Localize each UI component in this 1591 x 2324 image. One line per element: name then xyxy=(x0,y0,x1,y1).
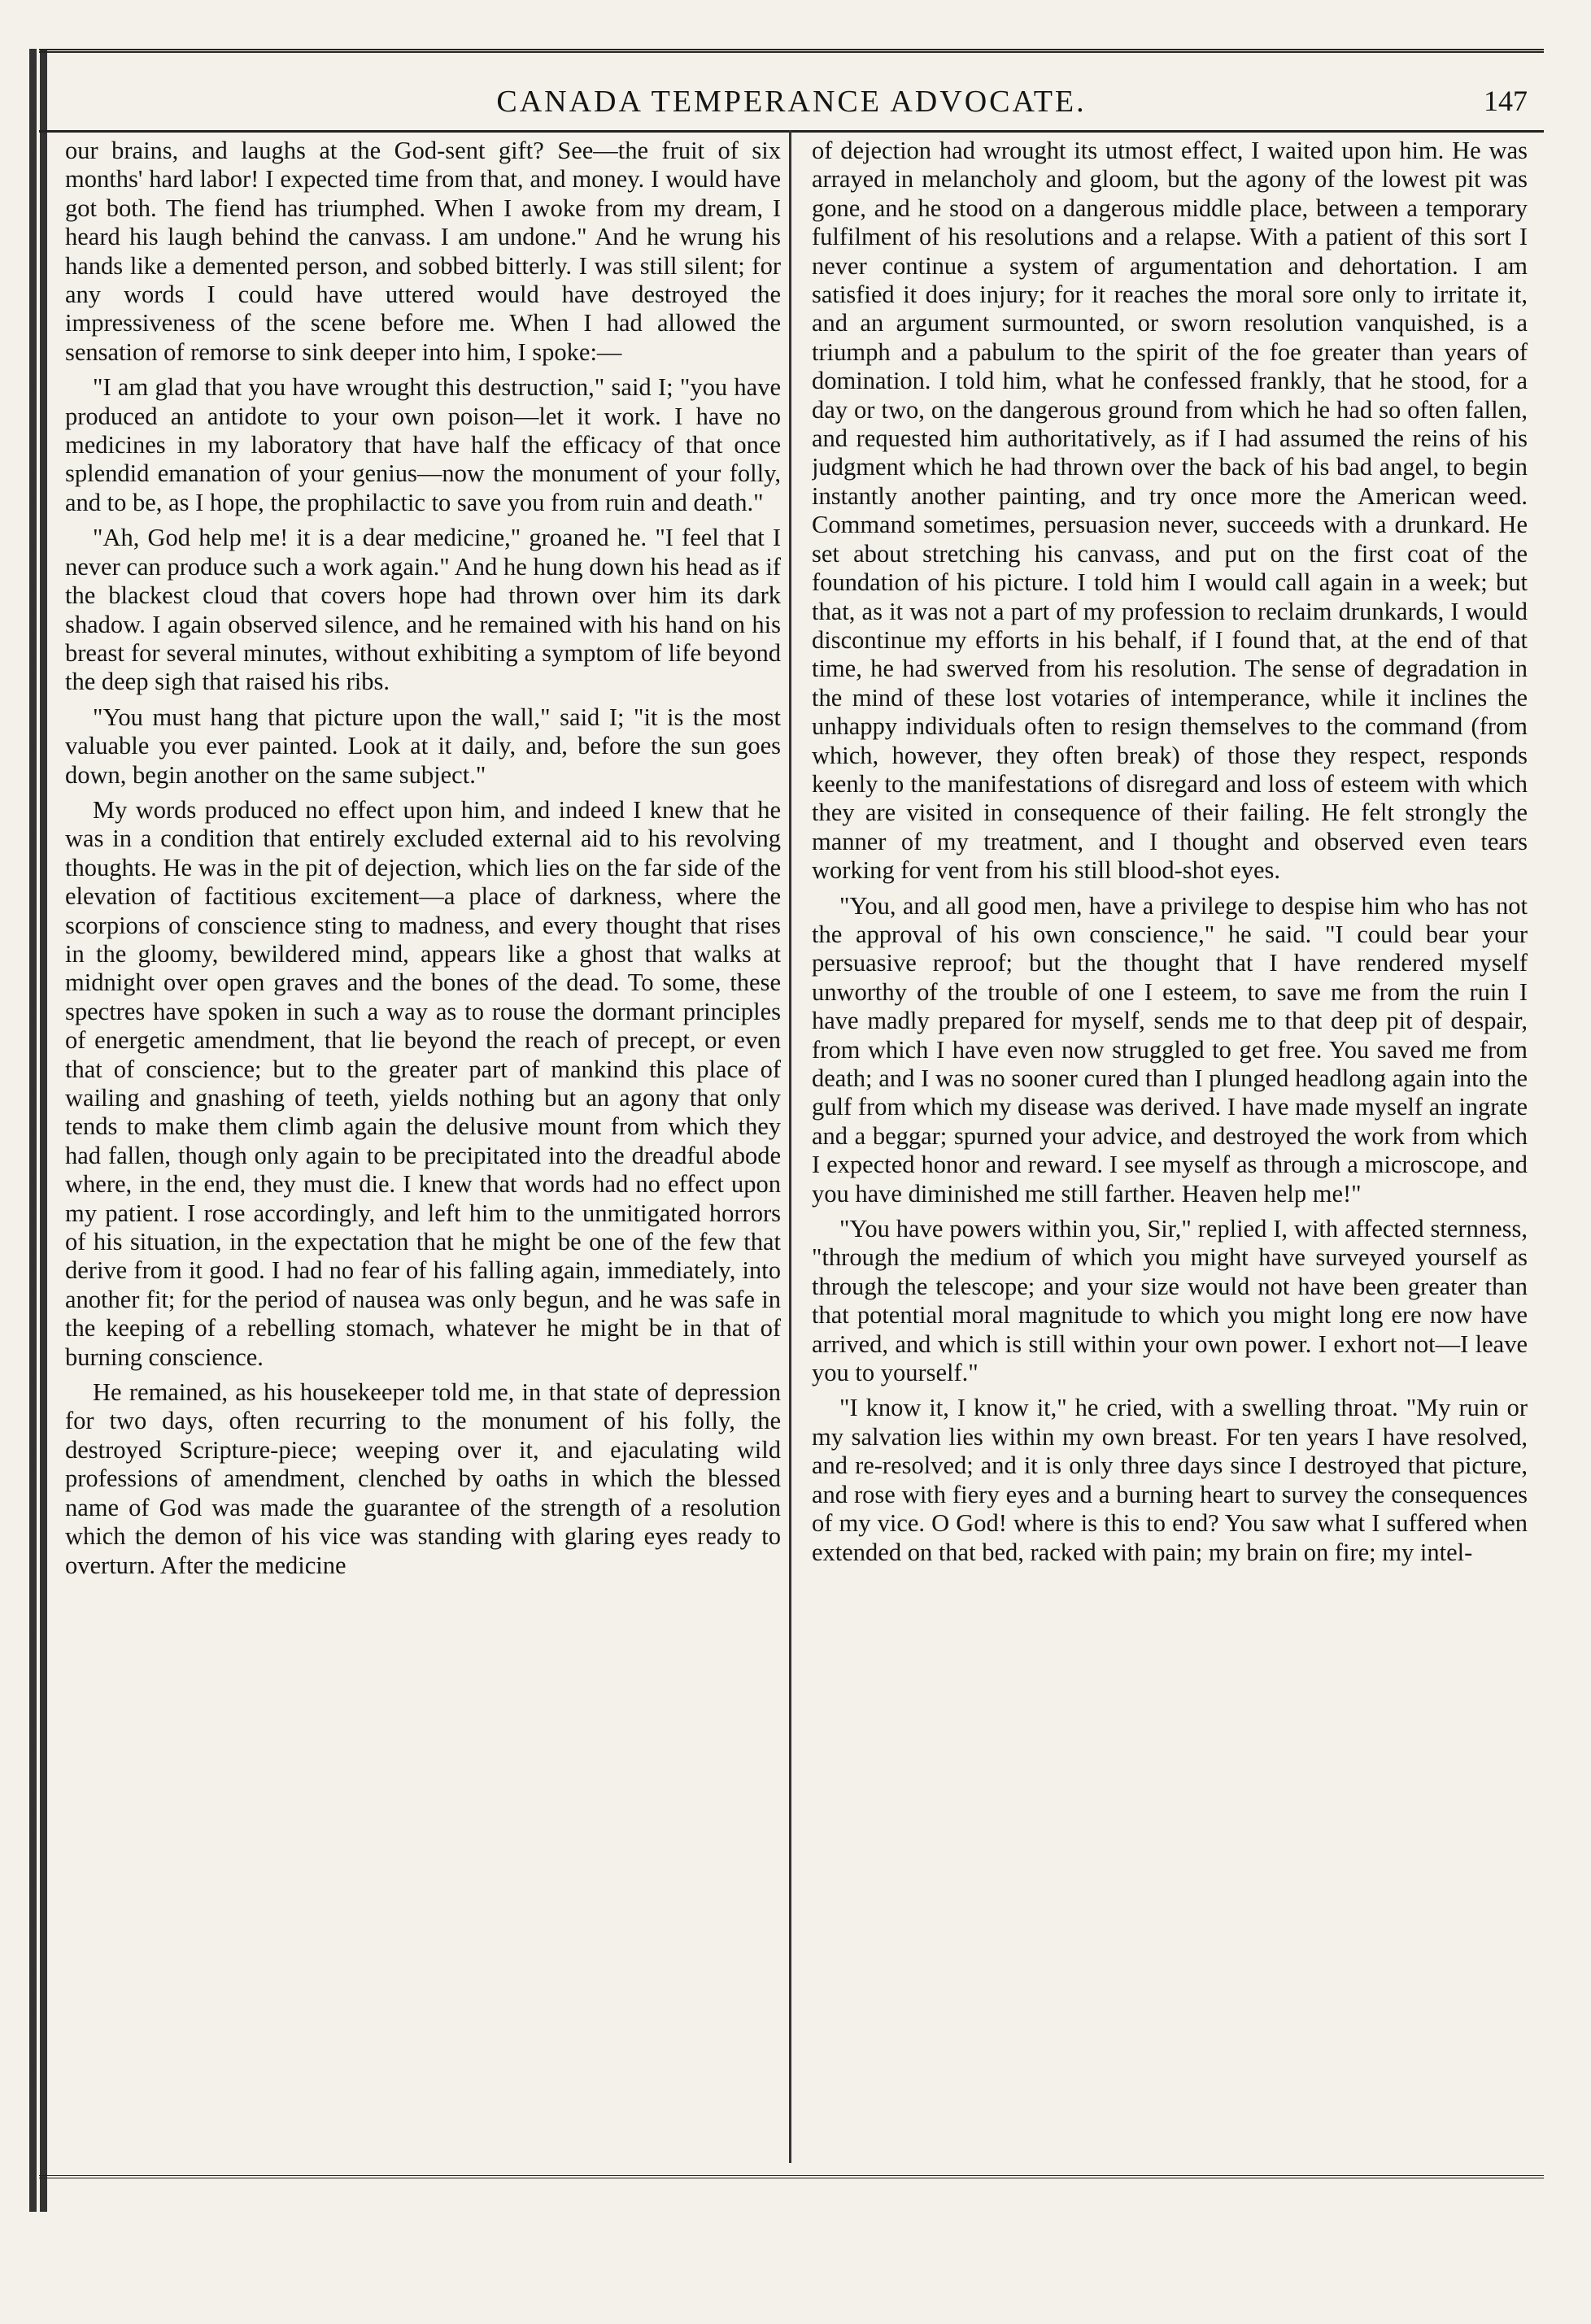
newspaper-page xyxy=(39,49,1544,2212)
paragraph: He remained, as his housekeeper told me, in that state of depression for two days, often recurring to the monument of his folly, the destroyed Scripture-piece; weeping over it, and ejaculating wild professions of amendment, clenched by oaths in which the blessed name of God was made the guarantee of the strength of a resolution which the demon of his vice was standing with glaring eyes ready to overturn. After the medicine xyxy=(65,1378,781,1579)
column-divider xyxy=(789,130,791,2163)
paragraph: "Ah, God help me! it is a dear medicine," groaned he. "I feel that I never can produce such a work again." And he hung down his head as if the blackest cloud that covers hope had thrown over him its dark shadow. I again observed silence, and he remained with his hand on his breast for several minutes, without exhibiting a symptom of life beyond the deep sigh that raised his ribs. xyxy=(65,524,781,696)
page-number: 147 xyxy=(1484,85,1528,117)
paragraph: "You have powers within you, Sir," replied I, with affected sternness, "through the medium of which you might have surveyed yourself as through the telescope; and your size would not have been greater than that potential moral magnitude to which you might long ere now have arrived, and which is still within your own power. I exhort not—I leave you to yourself." xyxy=(812,1215,1528,1387)
left-margin-rule xyxy=(29,49,47,2212)
paragraph: of dejection had wrought its utmost effect, I waited upon him. He was arrayed in melancholy and gloom, but the agony of the lowest pit was gone, and he stood on a dangerous middle place, between a temporary fulfilment of his resolutions and a relapse. With a patient of this sort I never continue a system of argumentation and dehortation. I am satisfied it does injury; for it reaches the moral sore only to irritate it, and an argument surmounted, or sworn resolution vanquished, is a triumph and a pabulum to the spirit of the foe greater than years of domination. I told him, what he confessed frankly, that he stood, for a day or two, on the dangerous ground from which he had so often fallen, and requested him authoritatively, as if I had assumed the reins of his judgment which he had thrown over the back of his bad angel, to begin instantly another painting, and try once more the American weed. Command sometimes, persuasion never, succeeds with a drunkard. He set about stretching his canvass, and put on the first coat of the foundation of his picture. I told him I would call again in a week; but that, as it was not a part of my profession to reclaim drunkards, I would discontinue my efforts in his behalf, if I found that, at the end of that time, he had swerved from his resolution. The sense of degradation in the mind of these lost votaries of intemperance, while it inclines the unhappy individuals often to resign themselves to the command (from which, however, they often break) of those they respect, responds keenly to the manifestations of disregard and loss of esteem with which they are visited in consequence of their failing. He felt strongly the manner of my treatment, and I thought and observed even tears working for vent from his still blood-shot eyes. xyxy=(812,137,1528,885)
right-column xyxy=(812,137,1528,2174)
left-column xyxy=(65,137,781,2174)
page-title: CANADA TEMPERANCE ADVOCATE. xyxy=(496,85,1087,119)
paragraph: "I know it, I know it," he cried, with a swelling throat. "My ruin or my salvation lies within my own breast. For ten years I have resolved, and re-resolved; and it is only three days since I destroyed that picture, and rose with fiery eyes and a burning heart to survey the consequences of my vice. O God! where is this to end? You saw what I suffered when extended on that bed, racked with pain; my brain on fire; my intel- xyxy=(812,1394,1528,1566)
page-header xyxy=(39,49,1544,134)
paragraph: "I am glad that you have wrought this destruction," said I; "you have produced an antidote to your own poison—let it work. I have no medicines in my laboratory that have half the efficacy of that once splendid emanation of your genius—now the monument of your folly, and to be, as I hope, the prophilactic to save you from ruin and death." xyxy=(65,373,781,516)
paragraph: our brains, and laughs at the God-sent gift? See—the fruit of six months' hard labor! I expected time from that, and money. I would have got both. The fiend has triumphed. When I awoke from my dream, I heard his laugh behind the canvass. I am undone." And he wrung his hands like a demented person, and sobbed bitterly. I was still silent; for any words I could have uttered would have destroyed the impressiveness of the scene before me. When I had allowed the sensation of remorse to sink deeper into him, I spoke:— xyxy=(65,137,781,366)
paragraph: My words produced no effect upon him, and indeed I knew that he was in a condition that entirely excluded external aid to his revolving thoughts. He was in the pit of dejection, which lies on the far side of the elevation of factitious excitement—a place of darkness, where the scorpions of conscience sting to madness, and every thought that rises in the gloomy, bewildered mind, appears like a ghost that walks at midnight over open graves and the bones of the dead. To some, these spectres have spoken in such a way as to rouse the dormant principles of energetic amendment, that lie beyond the reach of precept, or even that of conscience; but to the greater part of mankind this place of wailing and gnashing of teeth, yields nothing but an agony that only tends to make them climb again the delusive mount from which they had fallen, though only again to be precipitated into the dreadful abode where, in the end, they must die. I knew that words had no effect upon my patient. I rose accordingly, and left him to the unmitigated horrors of his situation, in the expectation that he might be one of the few that derive from it good. I had no fear of his falling again, immediately, into another fit; for the period of nausea was only begun, and he was safe in the keeping of a rebelling stomach, whatever he might be in that of burning conscience. xyxy=(65,795,781,1371)
paragraph: "You, and all good men, have a privilege to despise him who has not the approval of his own conscience," he said. "I could bear your persuasive reproof; but the thought that I have rendered myself unworthy of the trouble of one I esteem, to save me from the ruin I have madly prepared for myself, sends me to that deep pit of despair, from which I have even now struggled to get free. You saved me from death; and I was no sooner cured than I plunged headlong again into the gulf from which my disease was derived. I have made myself an ingrate and a beggar; spurned your advice, and destroyed the work from which I expected honor and reward. I see myself as through a microscope, and you have diminished me still farther. Heaven help me!" xyxy=(812,891,1528,1208)
header-rule xyxy=(39,130,1544,133)
paragraph: "You must hang that picture upon the wall," said I; "it is the most valuable you ever painted. Look at it daily, and, before the sun goes down, begin another on the same subject." xyxy=(65,703,781,789)
footer-rule xyxy=(39,2175,1544,2178)
